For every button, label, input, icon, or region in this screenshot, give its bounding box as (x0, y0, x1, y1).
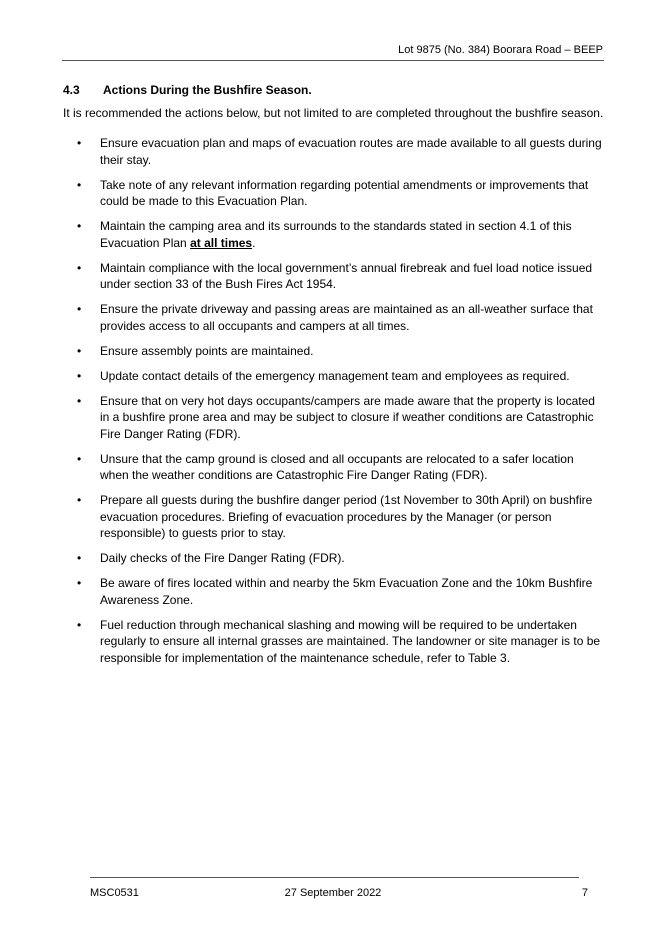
action-item (63, 492, 604, 542)
action-item (63, 343, 604, 360)
action-item (63, 575, 604, 608)
bullet-icon: • (77, 368, 82, 383)
action-item-text: Ensure the private driveway and passing areas are maintained as an all-weather surface that provides access to all occupants and campers at all times. (100, 302, 593, 333)
bullet-icon: • (77, 551, 82, 565)
action-item (63, 550, 604, 567)
section-title: Actions During the Bushfire Season. (103, 83, 312, 97)
footer-divider (90, 877, 579, 878)
header-divider (62, 60, 604, 61)
action-item-text: Take note of any relevant information regarding potential amendments or improvements that could be made to this Evacuation Plan. (100, 177, 589, 208)
action-item (63, 177, 604, 210)
action-item-text: Ensure assembly points are maintained. (100, 343, 314, 358)
bullet-icon: • (77, 219, 82, 233)
bullet-icon: • (77, 302, 82, 316)
action-item (63, 368, 604, 385)
action-item-text: Prepare all guests during the bushfire danger period (1st November to 30th April) on bushfire evacuation procedures. Briefing of evacuation procedures by the Manager (or person responsible) to guests prior to stay. (100, 493, 593, 540)
bullet-icon: • (77, 576, 82, 590)
footer-date: 27 September 2022 (284, 887, 382, 899)
action-item (63, 393, 604, 443)
action-item (63, 218, 604, 251)
bullet-icon: • (77, 136, 82, 150)
section-number: 4.3 (63, 83, 80, 97)
action-item (63, 301, 604, 334)
bullet-icon: • (77, 177, 82, 192)
footer-doc-ref: MSC0531 (90, 887, 139, 899)
bullet-icon: • (77, 617, 82, 632)
section-heading (63, 82, 604, 99)
page-body (63, 82, 604, 675)
action-item-text: Update contact details of the emergency management team and employees as required. (100, 368, 570, 383)
action-item-text: Ensure evacuation plan and maps of evacuation routes are made available to all guests during their stay. (100, 136, 602, 167)
action-item (63, 135, 604, 168)
action-item-text: Daily checks of the Fire Danger Rating (FDR). (100, 551, 345, 565)
action-item-emphasis: at all times (190, 235, 253, 250)
action-item-text: Unsure that the camp ground is closed and all occupants are relocated to a safer location when the weather conditions are Catastrophic Fire Danger Rating (FDR). (100, 451, 574, 482)
action-item-text: Maintain the camping area and its surrounds to the standards stated in section 4.1 of this Evacuation Plan (100, 219, 572, 250)
action-item (63, 617, 604, 667)
action-item-text: Be aware of fires located within and nearby the 5km Evacuation Zone and the 10km Bushfire Awareness Zone. (100, 576, 593, 607)
bullet-icon: • (77, 260, 82, 275)
action-item-text: Ensure that on very hot days occupants/campers are made aware that the property is located in a bushfire prone area and may be subject to closure if weather conditions are Catastrophic Fire Danger Rating (FDR). (100, 393, 595, 441)
action-item (63, 451, 604, 484)
bullet-icon: • (77, 451, 82, 466)
action-item (63, 260, 604, 293)
bullet-icon: • (77, 393, 82, 408)
bullet-icon: • (77, 493, 82, 507)
action-item-suffix: . (252, 235, 256, 250)
action-item-text: Maintain compliance with the local government’s annual firebreak and fuel load notice issued under section 33 of the Bush Fires Act 1954. (100, 260, 593, 291)
action-list (63, 135, 604, 666)
bullet-icon: • (77, 343, 82, 358)
action-item-text: Fuel reduction through mechanical slashing and mowing will be required to be undertaken regularly to ensure all internal grasses are maintained. The landowner or site manager is to be responsible for implementation of the maintenance schedule, refer to Table 3. (100, 617, 601, 665)
section-intro: It is recommended the actions below, but not limited to are completed throughout the bushfire season. (63, 105, 604, 120)
page-number: 7 (581, 887, 588, 899)
running-header: Lot 9875 (No. 384) Boorara Road – BEEP (398, 44, 603, 56)
